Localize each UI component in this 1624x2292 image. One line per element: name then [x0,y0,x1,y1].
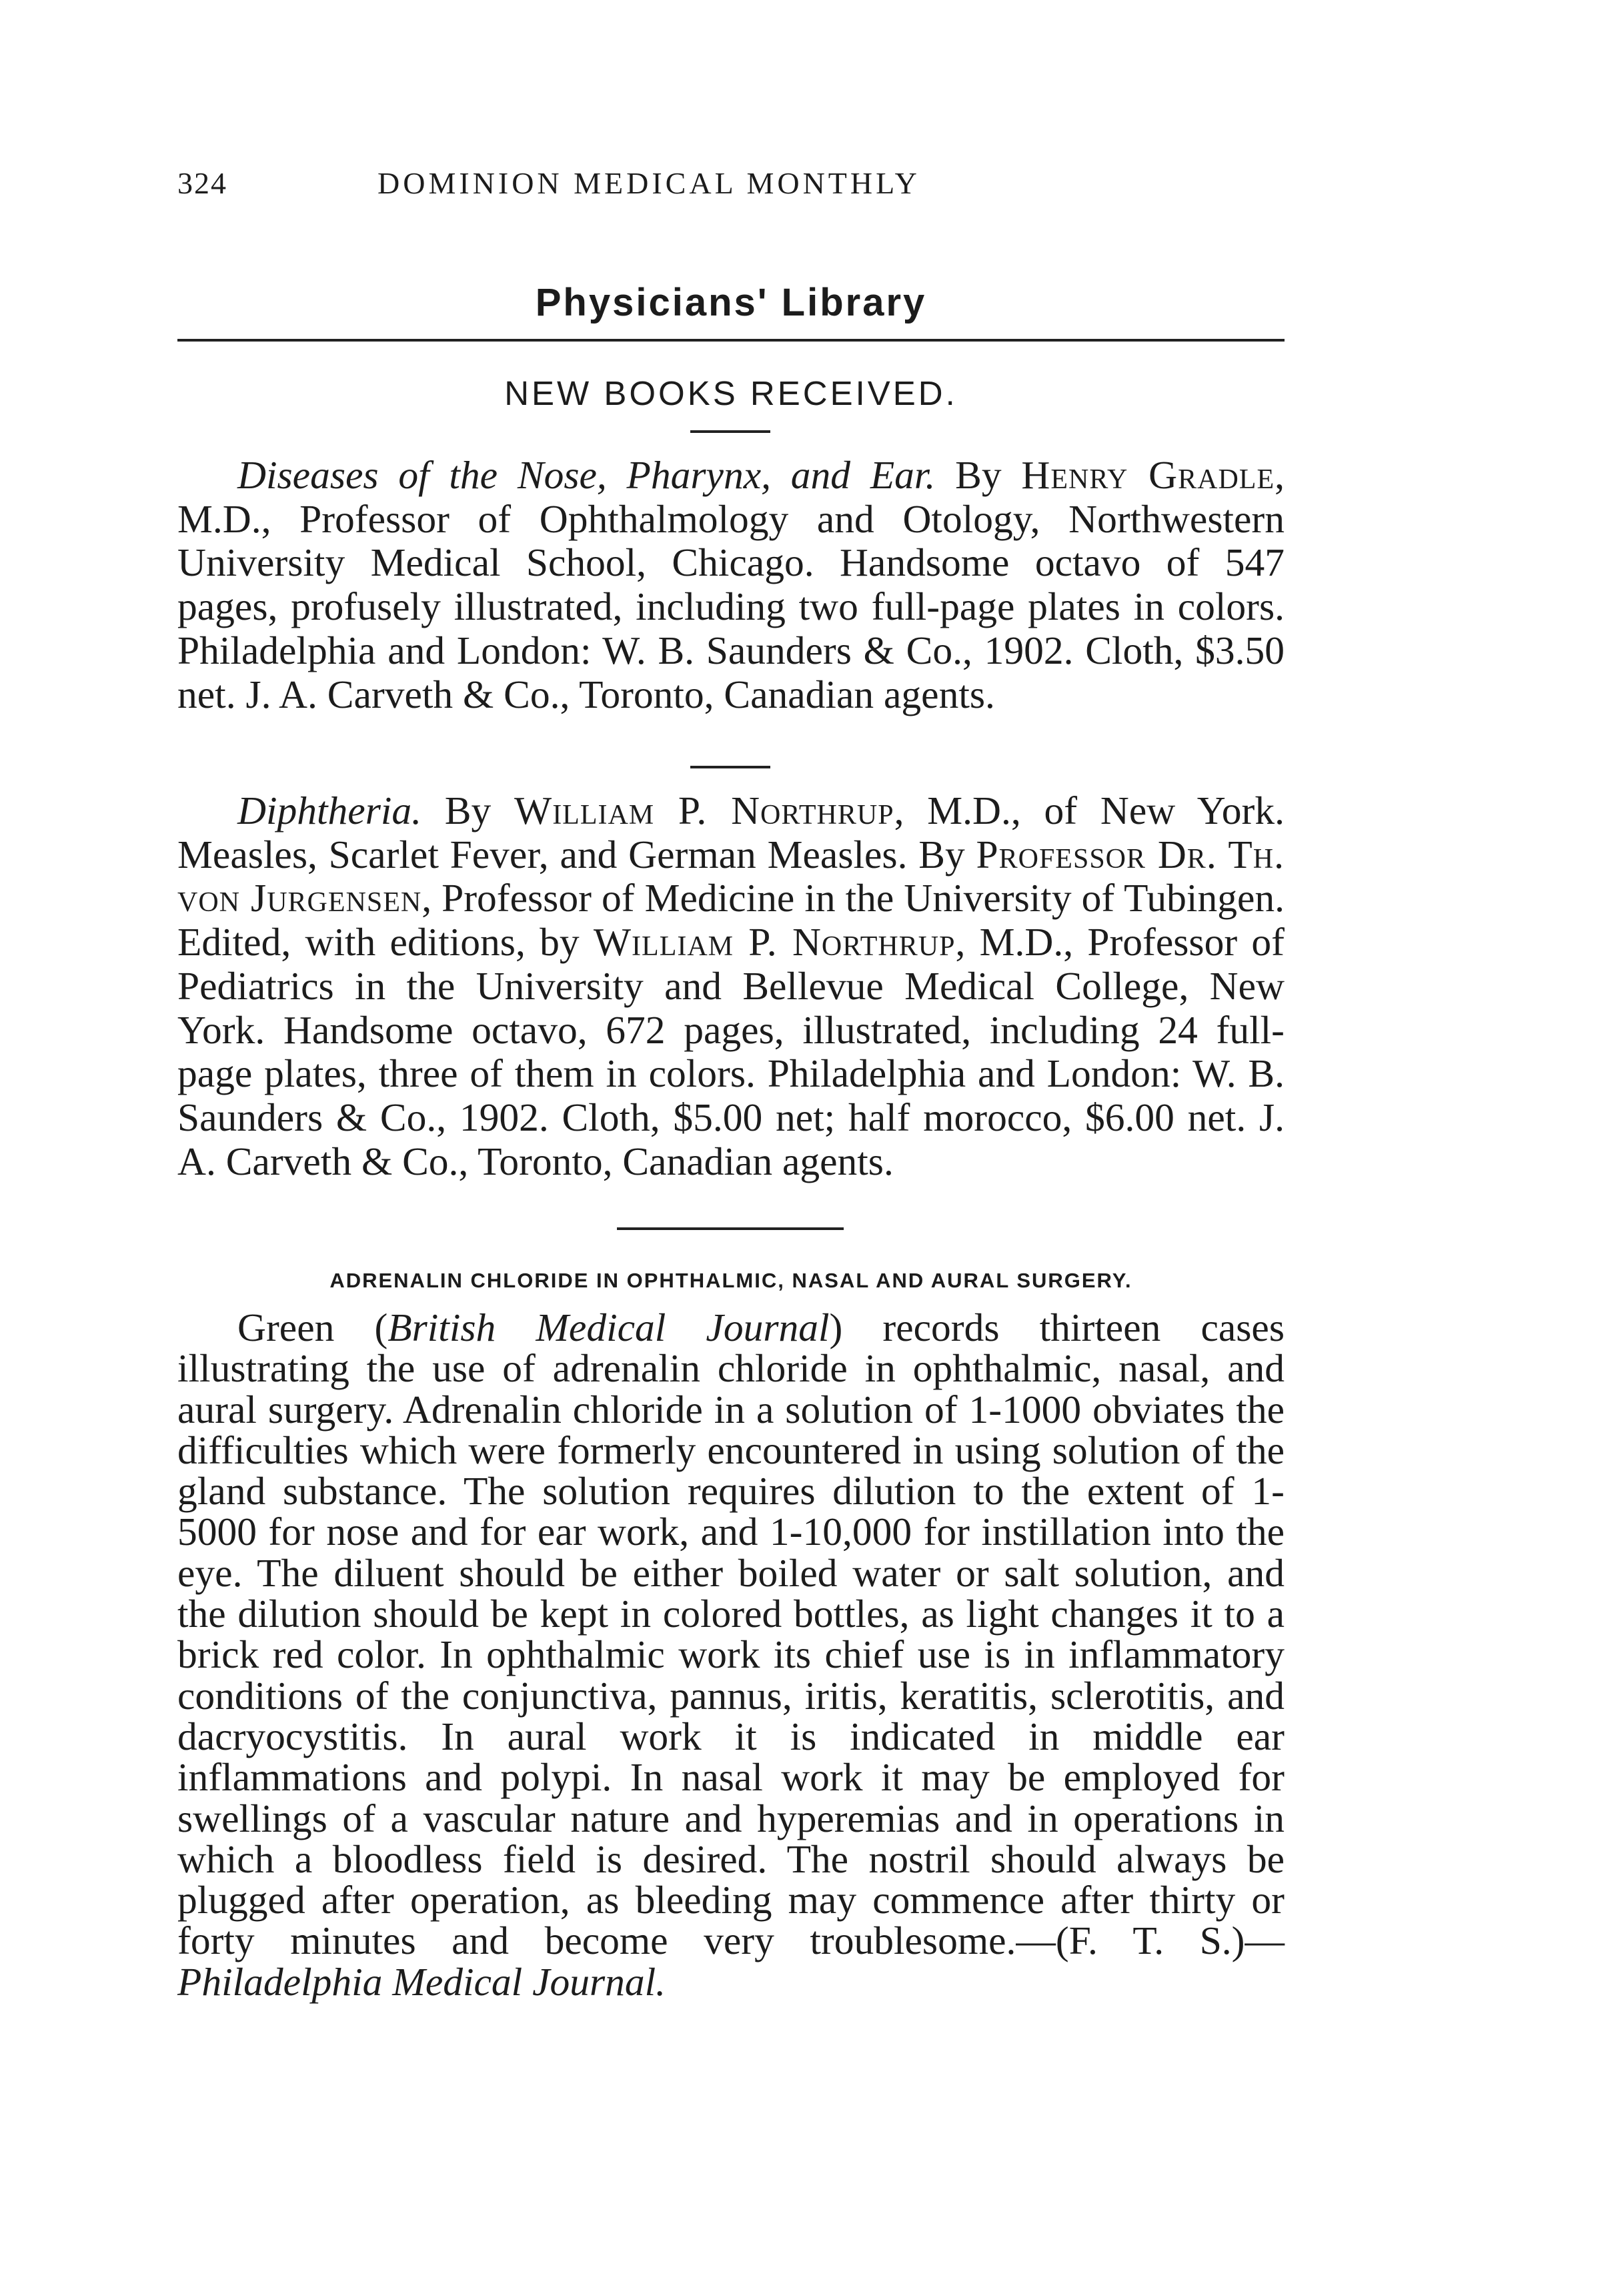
article-heading: ADRENALIN CHLORIDE IN OPHTHALMIC, NASAL AND AURAL SURGERY. [329,1269,1132,1292]
author-name: Henry Gradle [1021,453,1275,497]
book-title: Diphtheria. [237,788,422,832]
short-rule [690,430,770,433]
author-name: William P. Northrup [593,920,956,965]
journal-title: DOMINION MEDICAL MONTHLY [377,166,920,200]
subsection-heading: NEW BOOKS RECEIVED. [504,374,958,412]
author-name: William P. Northrup [514,788,894,832]
source-name: Philadelphia Medical Journal. [177,1959,666,2004]
book-entry-text: Diseases of the Nose, Pharynx, and Ear. By Henry Gradle, M.D., Professor of Ophthalmology and Otology, Northwestern University Medical School, Chicago. Handsome octavo of 547 pages, profusely illustrated, including two full-page plates in colors. Philadelphia and London: W. B. Saunders & Co., 1902. Cloth, $3.50 net. J. A. Carveth & Co., Toronto, Canadian agents. [177,453,1285,716]
article-body [177,1307,1285,2002]
short-rule [690,766,770,768]
book-entry-text: Diphtheria. By William P. Northrup, M.D., of New York. Measles, Scarlet Fever, and German Measles. By Professor Dr. Th. von Jurgensen, Professor of Medicine in the University of Tubingen. Edited, with editions, by William P. Northrup, M.D., Professor of Pediatrics in the University and Bellevue Medical College, New York. Handsome octavo, 672 pages, illustrated, including 24 full-page plates, three of them in colors. Philadelphia and London: W. B. Saunders & Co., 1902. Cloth, $5.00 net; half morocco, $6.00 net. J. A. Carveth & Co., Toronto, Canadian agents. [177,788,1285,1183]
page-number: 324 [177,166,227,200]
journal-name: British Medical Journal [387,1305,830,1349]
book-entry [177,454,1285,716]
running-head [177,165,1285,212]
author-name: Professor Dr. Th. von Jurgensen [177,832,1285,921]
section-rule [177,339,1285,342]
separator-rule [617,1227,844,1230]
article-text: Green (British Medical Journal) records thirteen cases illustrating the use of adrenalin chloride in ophthalmic, nasal, and aural surgery. Adrenalin chloride in a solution of 1-1000 obviates the difficulties which were formerly encountered in using solution of the gland substance. The solution requires dilution to the extent of 1-5000 for nose and for ear work, and 1-10,000 for instillation into the eye. The diluent should be either boiled water or salt solution, and the dilution should be kept in colored bottles, as light changes it to a brick red color. In ophthalmic work its chief use is in inflammatory conditions of the conjunctiva, pannus, iritis, keratitis, sclerotitis, and dacryocystitis. In aural work it is indicated in middle ear inflammations and polypi. In nasal work it may be employed for swellings of a vascular nature and hyperemias and in operations in which a bloodless field is desired. The nostril should always be plugged after operation, as bleeding may commence after thirty or forty minutes and become very troublesome.—(F. T. S.)—Philadelphia Medical Journal. [177,1305,1285,2004]
book-title: Diseases of the Nose, Pharynx, and Ear. [237,453,936,497]
book-entry [177,789,1285,1183]
section-title: Physicians' Library [535,281,927,324]
